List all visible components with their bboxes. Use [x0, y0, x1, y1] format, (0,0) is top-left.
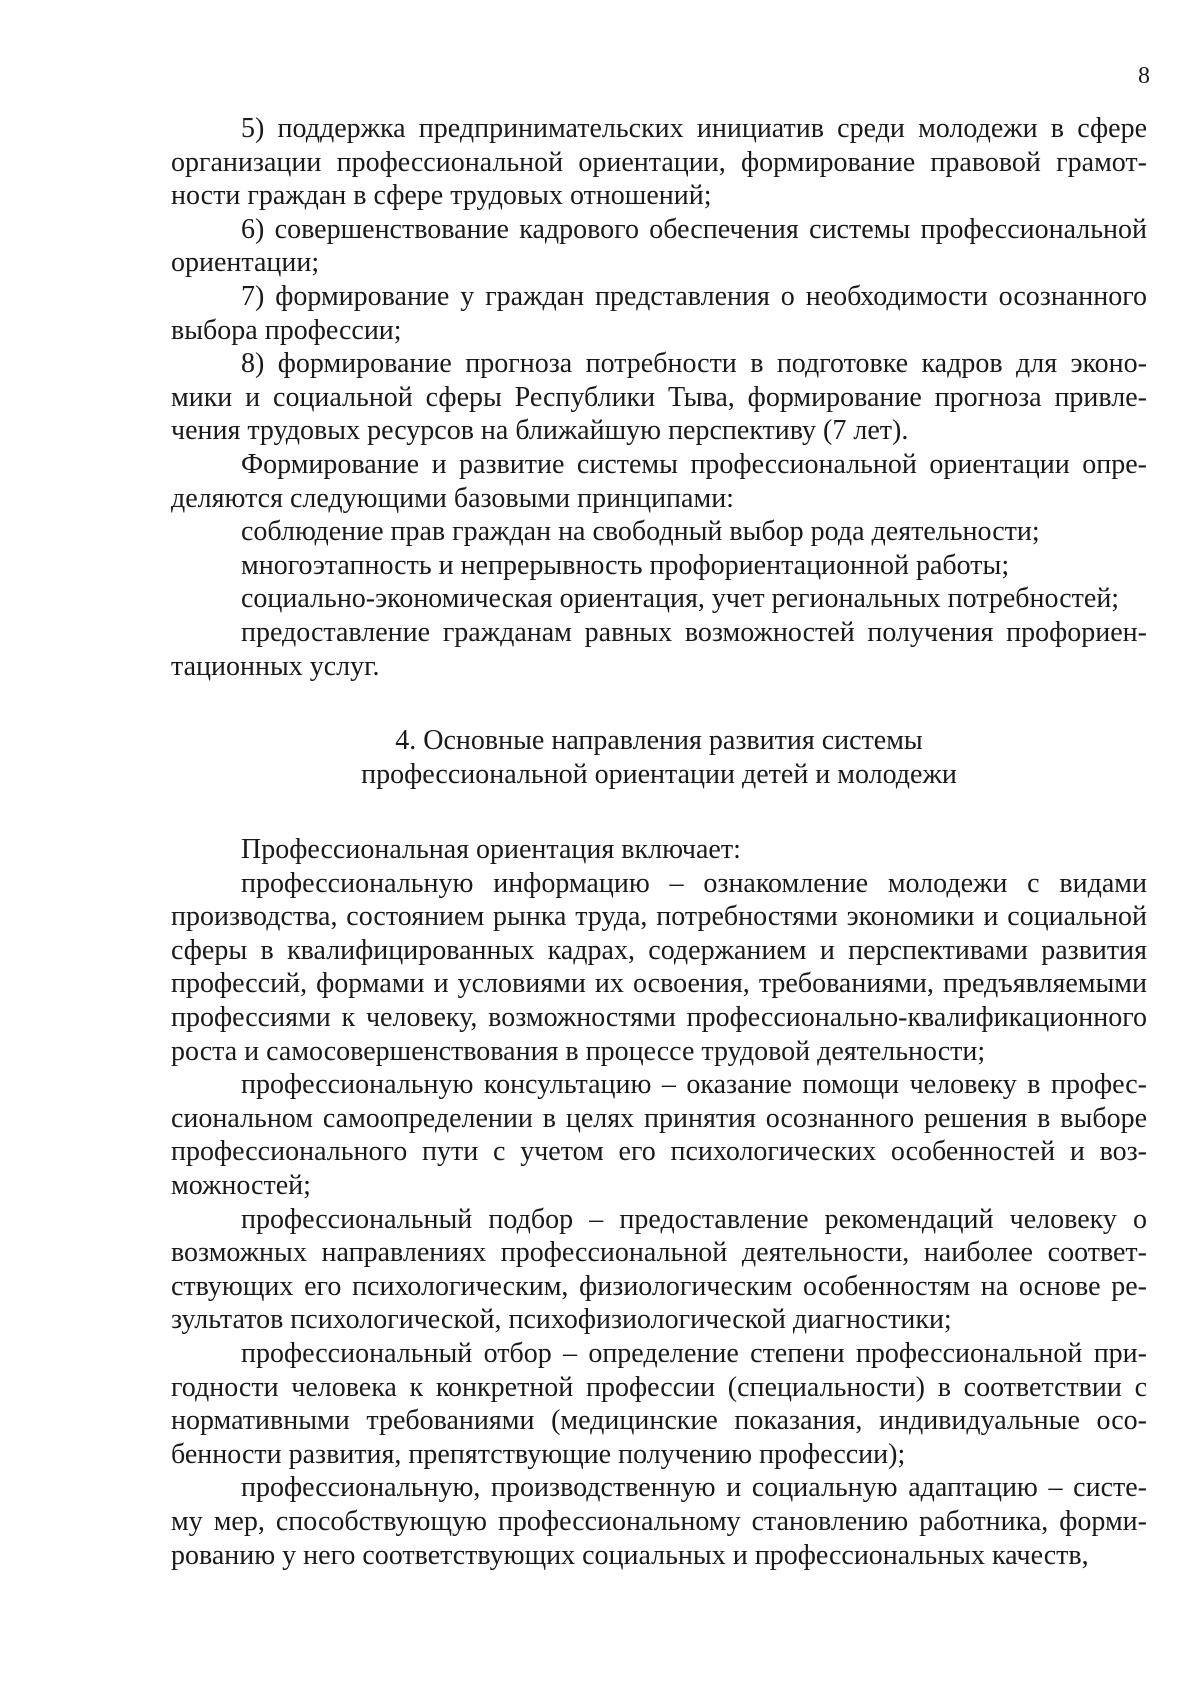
list-item-7: 7) формирование у граждан представления о необходимости осознанного выбора профессии; — [171, 280, 1147, 346]
orientation-item-selection: профессиональный подбор – предоставление рекомендаций человеку о возможных направлениях профессиональной деятельности, наиболее соответствующих его психологическим, физиологическим особенностям на основе результатов психологической, психофизиологической диагностики; — [171, 1203, 1147, 1336]
principle-item: предоставление гражданам равных возможностей получения профориентационных услуг. — [171, 616, 1147, 682]
principles-intro: Формирование и развитие системы профессиональной ориентации определяются следующими базовыми принципами: — [171, 448, 1147, 514]
orientation-item-consultation: профессиональную консультацию – оказание помощи человеку в профессиональном самоопределении в целях принятия осознанного решения в выборе профессионального пути с учетом его психологических особенностей и возможностей; — [171, 1069, 1147, 1202]
orientation-item-screening: профессиональный отбор – определение степени профессиональной пригодности человека к конкретной профессии (специальности) в соответствии с нормативными требованиями (медицинские показания, индивидуальные особенности развития, препятствующие получению профессии); — [171, 1338, 1147, 1470]
section-heading-line: 4. Основные направления развития системы — [395, 725, 923, 757]
principle-item: многоэтапность и непрерывность профориентационной работы; — [241, 549, 1010, 581]
page-number: 8 — [1138, 63, 1150, 89]
orientation-intro: Профессиональная ориентация включает: — [241, 834, 741, 866]
list-item-6: 6) совершенствование кадрового обеспечения системы профессиональной ориентации; — [171, 213, 1147, 279]
section-heading-line: профессиональной ориентации детей и молодежи — [361, 759, 957, 791]
section-heading — [171, 724, 1147, 792]
orientation-item-information: профессиональную информацию – ознакомление молодежи с видами производства, состоянием рынка труда, потребностями экономики и социальной сферы в квалифицированных кадрах, содержанием и перспективами развития профессий, формами и условиями их освоения, требованиями, предъявляемыми профессиями к человеку, возможностями профессионально-квалификационного роста и самосовершенствования в процессе трудовой деятельности; — [171, 867, 1147, 1067]
principle-item: соблюдение прав граждан на свободный выбор рода деятельности; — [241, 516, 1040, 548]
document-body — [171, 112, 1147, 1572]
list-item-8: 8) формирование прогноза потребности в подготовке кадров для экономики и социальной сферы Республики Тыва, формирование прогноза привлечения трудовых ресурсов на ближайшую перспективу (7 лет). — [171, 348, 1147, 447]
orientation-item-adaptation: профессиональную, производственную и социальную адаптацию – систему мер, способствующую профессиональному становлению работника, формированию у него соответствующих социальных и профессиональных качеств, — [171, 1472, 1147, 1571]
principle-item: социально-экономическая ориентация, учет региональных потребностей; — [241, 583, 1120, 615]
list-item-5: 5) поддержка предпринимательских инициатив среди молодежи в сфере организации профессиональной ориентации, формирование правовой грамотности граждан в сфере трудовых отношений; — [171, 113, 1147, 212]
